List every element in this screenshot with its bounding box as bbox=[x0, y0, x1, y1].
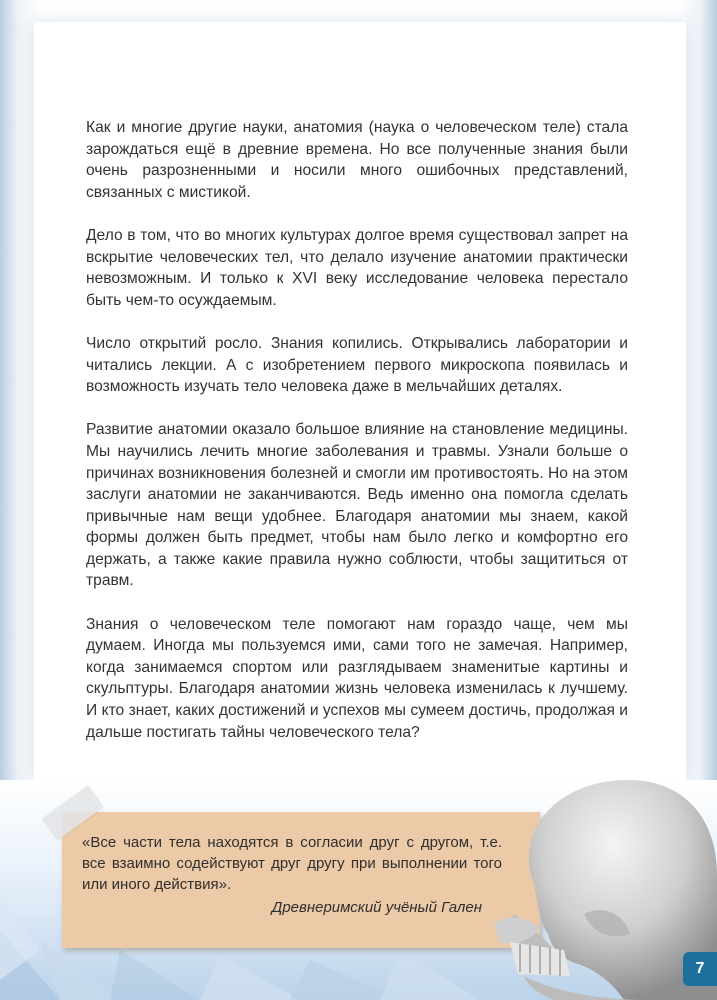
paragraph-1: Как и многие другие науки, анатомия (наука о человеческом теле) стала зарождаться ещё в древние времена. Но все полученные знания были очень разрозненными и носили много ошибочных представлений, связанных с мистикой. bbox=[86, 119, 628, 201]
paragraph-3: Число открытий росло. Знания копились. Открывались лаборатории и читались лекции. А с изобретением первого микроскопа появилась и возможность изучать тело человека даже в мельчайших деталях. bbox=[86, 334, 628, 396]
paragraph-5: Знания о человеческом теле помогают нам гораздо чаще, чем мы думаем. Иногда мы пользуемся ими, сами того не замечая. Например, когда занимаемся спортом или разглядываем знаменитые картины и скульптуры. Благодаря анатомии жизнь человека изменилась к лучшему. И кто знает, каких достижений и успехов мы сумеем достичь, продолжая и дальше постигать тайны человеческого тела? bbox=[86, 615, 628, 741]
page-number-badge: 7 bbox=[683, 952, 717, 986]
quote-author: Древнеримский учёный Гален bbox=[271, 899, 482, 916]
main-text bbox=[86, 117, 628, 765]
paragraph-4: Развитие анатомии оказало большое влияние на становление медицины. Мы научились лечить многие заболевания и травмы. Узнали больше о причинах возникновения болезней и смогли им противостоять. Но на этом заслуги анатомии не заканчиваются. Ведь именно она помогла сделать привычные нам вещи удобнее. Благодаря анатомии мы знаем, какой формы должен быть предмет, чтобы нам было легко и комфортно его держать, а также какие правила нужно соблюсти, чтобы защититься от травм. bbox=[86, 421, 628, 590]
quote-text: «Все части тела находятся в согласии друг с другом, т.е. все взаимно содействуют друг другу при выполнении того или иного действия». bbox=[82, 834, 502, 893]
paragraph-2: Дело в том, что во многих культурах долгое время существовал запрет на вскрытие человеческих тел, что делало изучение анатомии практически невозможным. И только к XVI веку исследование человека перестало быть чем-то осуждаемым. bbox=[86, 226, 628, 309]
